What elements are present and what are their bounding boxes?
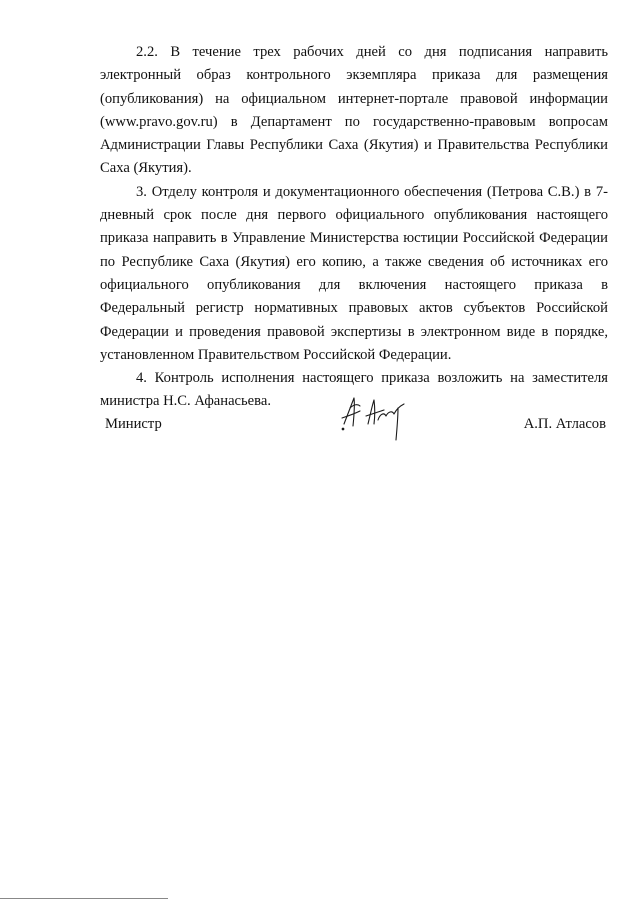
- paragraph-3: 3. Отделу контроля и документационного обеспечения (Петрова С.В.) в 7-дневный срок после дня первого официального опубликования настоящего приказа направить в Управление Министерства юстиции Российской Федерации по Республике Саха (Якутия) его копию, а также сведения об источниках его официального опубликования для включения настоящего приказа в Федеральный регистр нормативных правовых актов субъектов Российской Федерации и проведения правовой экспертизы в электронном виде в порядке, установленном Правительством Российской Федерации.: [100, 183, 608, 363]
- signature-block: [100, 400, 608, 450]
- handwritten-signature: [338, 394, 410, 444]
- document-body: [100, 41, 608, 414]
- paragraph-4: 4. Контроль исполнения настоящего приказа возложить на заместителя министра Н.С. Афанасьева.: [100, 370, 608, 410]
- paragraph-2-2: 2.2. В течение трех рабочих дней со дня подписания направить электронный образ контрольного экземпляра приказа для размещения (опубликования) на официальном интернет-портале правовой информации (www.pravo.gov.ru) в Департамент по государственно-правовым вопросам Администрации Главы Республики Саха (Якутия) и Правительства Республики Саха (Якутия).: [100, 44, 608, 177]
- signatory-name: А.П. Атласов: [523, 416, 606, 432]
- signatory-title: Министр: [105, 416, 162, 432]
- footer-divider: [0, 898, 168, 899]
